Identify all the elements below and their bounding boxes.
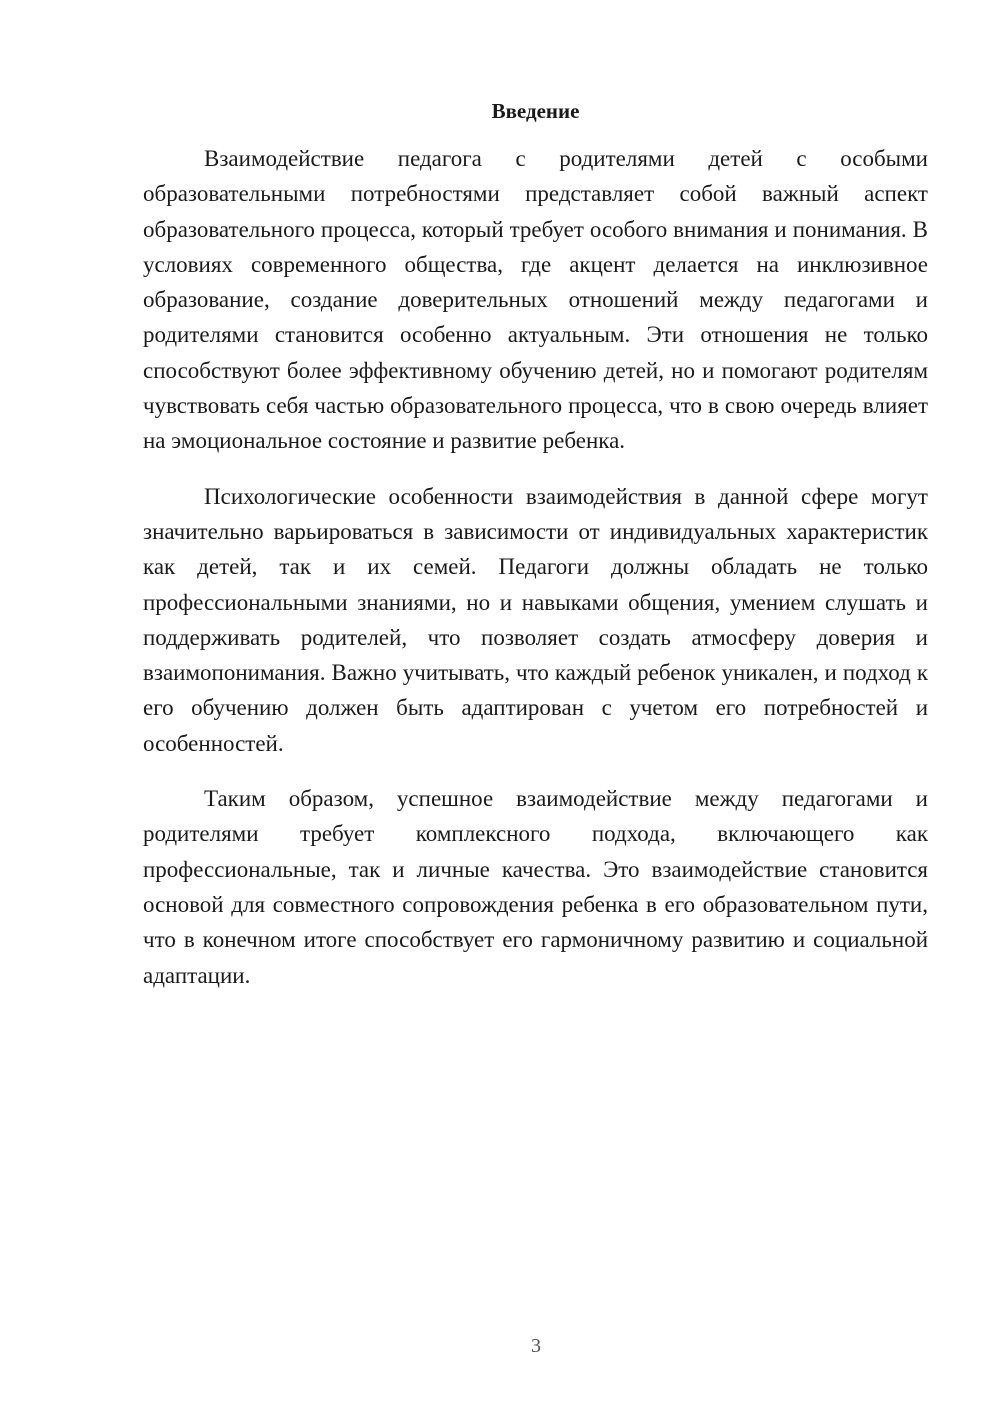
- paragraph-2: Психологические особенности взаимодействия в данной сфере могут значительно варьироваться в зависимости от индивидуальных характеристик как детей, так и их семей. Педагоги должны обладать не только профессиональными знаниями, но и навыками общения, умением слушать и поддерживать родителей, что позволяет создать атмосферу доверия и взаимопонимания. Важно учитывать, что каждый ребенок уникален, и подход к его обучению должен быть адаптирован с учетом его потребностей и особенностей.: [143, 483, 928, 756]
- page-number: 3: [531, 1335, 541, 1357]
- section-heading: Введение: [491, 99, 580, 123]
- body-text: [143, 141, 928, 1013]
- paragraph-3: Таким образом, успешное взаимодействие между педагогами и родителями требует комплексного подхода, включающего как профессиональные, так и личные качества. Это взаимодействие становится основой для совместного сопровождения ребенка в его образовательном пути, что в конечном итоге способствует его гармоничному развитию и социальной адаптации.: [143, 786, 928, 988]
- paragraph-1: Взаимодействие педагога с родителями детей с особыми образовательными потребностями представляет собой важный аспект образовательного процесса, который требует особого внимания и понимания. В условиях современного общества, где акцент делается на инклюзивное образование, создание доверительных отношений между педагогами и родителями становится особенно актуальным. Эти отношения не только способствуют более эффективному обучению детей, но и помогают родителям чувствовать себя частью образовательного процесса, что в свою очередь влияет на эмоциональное состояние и развитие ребенка.: [143, 146, 928, 454]
